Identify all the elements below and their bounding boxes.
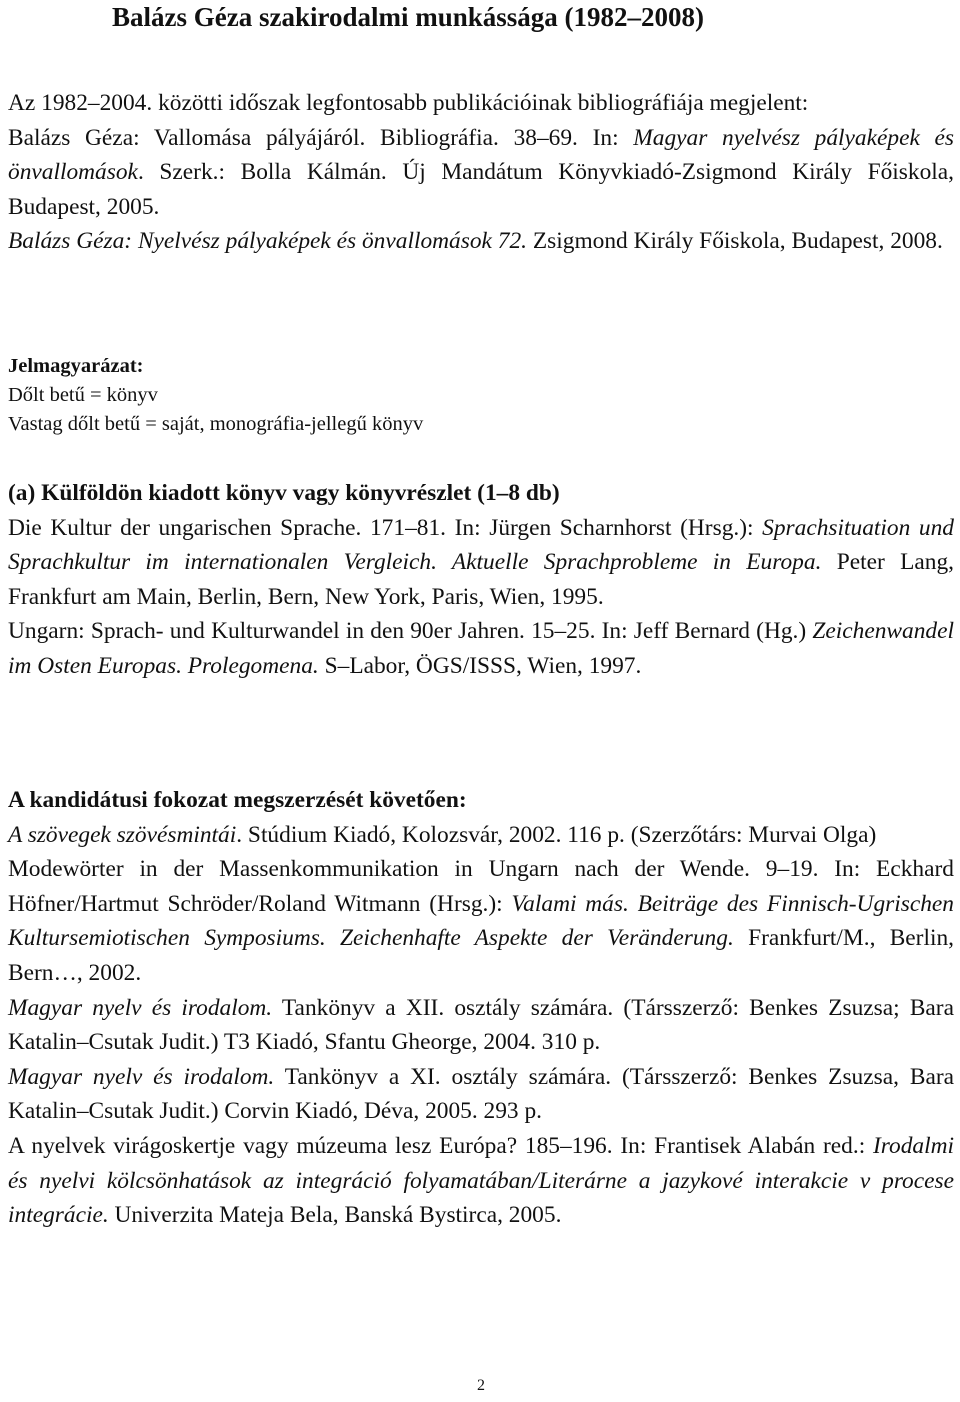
book-title: Magyar nyelv és irodalom.	[8, 1063, 275, 1090]
book-title: Balázs Géza: Nyelvész pályaképek és önvallomások 72.	[8, 228, 528, 255]
reference-text: Zsigmond Király Főiskola, Budapest, 2008.	[527, 228, 943, 255]
legend	[8, 352, 954, 439]
entry-text: Modewörter in der Massenkommunikation in Ungarn nach der Wende. 9–19. In: Eckhard Höfner/Hartmut Schröder/Roland Witmann (Hrsg.):	[8, 856, 954, 917]
book-entry	[8, 224, 954, 259]
page-number: 2	[477, 1377, 485, 1394]
intro-block	[8, 86, 954, 259]
entry-text: S–Labor, ÖGS/ISSS, Wien, 1997.	[318, 652, 642, 679]
entry-text: . Stúdium Kiadó, Kolozsvár, 2002. 116 p. (Szerzőtárs: Murvai Olga)	[236, 821, 877, 848]
reference-text: Balázs Géza: Vallomása pályájáról. Bibliográfia. 38–69. In:	[8, 124, 634, 151]
legend-line-italic: Dőlt betű = könyv	[8, 384, 158, 406]
bibliography-entry	[8, 818, 954, 853]
page-title: Balázs Géza szakirodalmi munkássága (1982–2008)	[112, 2, 705, 32]
section-heading: (a) Külföldön kiadott könyv vagy könyvrészlet (1–8 db)	[8, 480, 560, 506]
entry-text: Tankönyv a XII. osztály számára. (Társszerző: Benkes Zsuzsa; Bara Katalin–Csutak Judit.) T3 Kiadó, Sfantu Gheorge, 2004. 310 p.	[8, 994, 954, 1056]
legend-line-bold-italic: Vastag dőlt betű = saját, monográfia-jellegű könyv	[8, 413, 424, 435]
legend-heading: Jelmagyarázat:	[8, 355, 144, 377]
section-heading: A kandidátusi fokozat megszerzését követően:	[8, 787, 467, 813]
entry-text: Ungarn: Sprach- und Kulturwandel in den 90er Jahren. 15–25. In: Jeff Bernard (Hg.)	[8, 618, 813, 645]
book-title: Magyar nyelv és irodalom.	[8, 994, 273, 1021]
entry-text: Peter Lang, Frankfurt am Main, Berlin, Bern, New York, Paris, Wien, 1995.	[8, 549, 954, 610]
entry-text: Univerzita Mateja Bela, Banská Bystirca, 2005.	[108, 1202, 562, 1229]
bibliography-entry	[8, 852, 954, 990]
bibliography-entry	[8, 991, 954, 1060]
book-title: Valami más. Beiträge des Finnisch-Ugrischen Kultursemiotischen Symposiums. Zeichenhafte Aspekte der Veränderung.	[8, 890, 955, 952]
book-title: Zeichenwandel im Osten Europas. Prolegomena.	[8, 618, 954, 679]
bibliography-entry	[8, 614, 954, 683]
book-title: Irodalmi és nyelvi kölcsönhatások az integráció folyamatában/Literárne a jazykové interakcie v procese integrácie.	[8, 1132, 954, 1229]
section-foreign-books	[8, 476, 954, 684]
intro-paragraph	[8, 86, 954, 121]
entry-text: Tankönyv a XI. osztály számára. (Társszerző: Benkes Zsuzsa, Bara Katalin–Csutak Judit.) Corvin Kiadó, Déva, 2005. 293 p.	[8, 1063, 954, 1125]
book-title: A szövegek szövésmintái	[8, 821, 237, 848]
intro-text: Az 1982–2004. közötti időszak legfontosabb publikációinak bibliográfiája megjelent:	[8, 90, 809, 116]
section-after-candidacy	[8, 783, 954, 1233]
entry-text: Frankfurt/M., Berlin, Bern…, 2002.	[8, 925, 955, 986]
bibliography-entry	[8, 1129, 954, 1233]
entry-text: Die Kultur der ungarischen Sprache. 171–81. In: Jürgen Scharnhorst (Hrsg.):	[8, 514, 763, 541]
book-title: Magyar nyelvész pályaképek és önvallomások	[8, 124, 955, 186]
reference-text: . Szerk.: Bolla Kálmán. Új Mandátum Könyvkiadó-Zsigmond Király Főiskola, Budapest, 2005.	[8, 159, 954, 220]
bibliography-entry	[8, 1060, 954, 1129]
bibliography-reference	[8, 121, 954, 225]
bibliography-entry	[8, 511, 954, 615]
book-title: Sprachsituation und Sprachkultur im internationalen Vergleich. Aktuelle Sprachprobleme in Europa.	[8, 514, 955, 576]
entry-text: A nyelvek virágoskertje vagy múzeuma lesz Európa? 185–196. In: Frantisek Alabán red.:	[8, 1132, 873, 1159]
